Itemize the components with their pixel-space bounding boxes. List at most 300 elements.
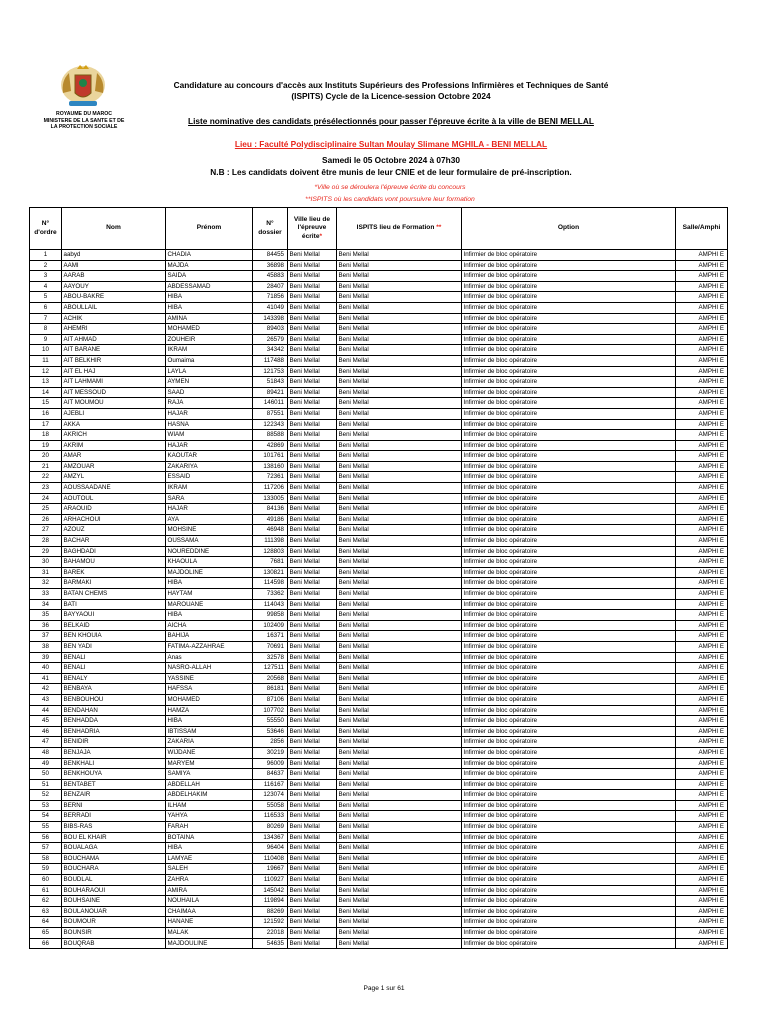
cell-ordre: 57 <box>30 843 62 854</box>
cell-dossier: 73362 <box>253 589 288 600</box>
cell-salle: AMPHI E <box>676 557 728 568</box>
cell-ville: Beni Mellal <box>288 610 337 621</box>
cell-salle: AMPHI E <box>676 769 728 780</box>
cell-salle: AMPHI E <box>676 546 728 557</box>
cell-nom: AHEMRI <box>62 324 166 335</box>
cell-option: Infirmier de bloc opératoire <box>462 292 676 303</box>
cell-salle: AMPHI E <box>676 641 728 652</box>
cell-dossier: 128803 <box>253 546 288 557</box>
cell-ordre: 64 <box>30 917 62 928</box>
cell-ordre: 65 <box>30 928 62 939</box>
cell-ordre: 61 <box>30 885 62 896</box>
cell-nom: BAYYAOUI <box>62 610 166 621</box>
cell-ispits: Beni Mellal <box>337 726 462 737</box>
cell-nom: ACHIK <box>62 313 166 324</box>
table-row <box>30 419 728 430</box>
cell-ordre: 58 <box>30 853 62 864</box>
cell-ville: Beni Mellal <box>288 377 337 388</box>
cell-ordre: 38 <box>30 641 62 652</box>
cell-ispits: Beni Mellal <box>337 451 462 462</box>
cell-dossier: 110408 <box>253 853 288 864</box>
cell-salle: AMPHI E <box>676 790 728 801</box>
cell-ordre: 16 <box>30 408 62 419</box>
table-row <box>30 292 728 303</box>
cell-ispits: Beni Mellal <box>337 536 462 547</box>
cell-salle: AMPHI E <box>676 885 728 896</box>
cell-prenom: YASSINE <box>166 673 253 684</box>
cell-nom: BENALI <box>62 663 166 674</box>
cell-nom: BERRADI <box>62 811 166 822</box>
cell-nom: AARAB <box>62 271 166 282</box>
cell-nom: ARHACHOUI <box>62 514 166 525</box>
cell-option: Infirmier de bloc opératoire <box>462 387 676 398</box>
cell-ville: Beni Mellal <box>288 885 337 896</box>
cell-option: Infirmier de bloc opératoire <box>462 546 676 557</box>
nb-notice: N.B : Les candidats doivent être munis de leur CNIE et de leur formulaire de pré-inscription. <box>210 167 572 177</box>
cell-prenom: YAHYA <box>166 811 253 822</box>
cell-prenom: MOHSINE <box>166 525 253 536</box>
col-header-prenom: Prénom <box>166 208 253 250</box>
cell-option: Infirmier de bloc opératoire <box>462 334 676 345</box>
cell-option: Infirmier de bloc opératoire <box>462 811 676 822</box>
cell-ispits: Beni Mellal <box>337 504 462 515</box>
cell-ville: Beni Mellal <box>288 822 337 833</box>
cell-ville: Beni Mellal <box>288 652 337 663</box>
cell-ville: Beni Mellal <box>288 430 337 441</box>
col-header-dossier: N° dossier <box>253 208 288 250</box>
cell-ordre: 66 <box>30 938 62 949</box>
table-row <box>30 822 728 833</box>
cell-option: Infirmier de bloc opératoire <box>462 843 676 854</box>
table-row <box>30 769 728 780</box>
cell-ispits: Beni Mellal <box>337 716 462 727</box>
table-row <box>30 493 728 504</box>
cell-ville: Beni Mellal <box>288 684 337 695</box>
cell-prenom: KAOUTAR <box>166 451 253 462</box>
cell-salle: AMPHI E <box>676 779 728 790</box>
table-row <box>30 398 728 409</box>
org-line-1: ROYAUME DU MAROC <box>55 111 112 117</box>
col-header-ordre: N° d'ordre <box>30 208 62 250</box>
cell-option: Infirmier de bloc opératoire <box>462 716 676 727</box>
table-row <box>30 853 728 864</box>
cell-dossier: 2856 <box>253 737 288 748</box>
cell-dossier: 145042 <box>253 885 288 896</box>
cell-ville: Beni Mellal <box>288 302 337 313</box>
table-row <box>30 694 728 705</box>
cell-ville: Beni Mellal <box>288 917 337 928</box>
cell-option: Infirmier de bloc opératoire <box>462 663 676 674</box>
cell-nom: BENZAIR <box>62 790 166 801</box>
cell-ordre: 36 <box>30 620 62 631</box>
cell-ville: Beni Mellal <box>288 705 337 716</box>
cell-option: Infirmier de bloc opératoire <box>462 694 676 705</box>
cell-option: Infirmier de bloc opératoire <box>462 366 676 377</box>
table-row <box>30 324 728 335</box>
cell-ordre: 33 <box>30 589 62 600</box>
cell-option: Infirmier de bloc opératoire <box>462 631 676 642</box>
cell-nom: AIT AHMAD <box>62 334 166 345</box>
cell-prenom: WIJDANE <box>166 747 253 758</box>
cell-option: Infirmier de bloc opératoire <box>462 938 676 949</box>
table-row <box>30 355 728 366</box>
cell-dossier: 146011 <box>253 398 288 409</box>
cell-salle: AMPHI E <box>676 737 728 748</box>
table-row <box>30 451 728 462</box>
cell-ordre: 48 <box>30 747 62 758</box>
table-row <box>30 599 728 610</box>
cell-ville: Beni Mellal <box>288 737 337 748</box>
cell-ispits: Beni Mellal <box>337 355 462 366</box>
cell-dossier: 55058 <box>253 800 288 811</box>
table-row <box>30 250 728 261</box>
cell-ville: Beni Mellal <box>288 250 337 261</box>
table-row <box>30 334 728 345</box>
cell-ispits: Beni Mellal <box>337 334 462 345</box>
cell-option: Infirmier de bloc opératoire <box>462 271 676 282</box>
cell-option: Infirmier de bloc opératoire <box>462 779 676 790</box>
cell-nom: BENHADDA <box>62 716 166 727</box>
cell-ordre: 7 <box>30 313 62 324</box>
cell-salle: AMPHI E <box>676 599 728 610</box>
ville-header-text: Ville lieu de l'épreuve écrite <box>293 215 331 240</box>
table-row <box>30 758 728 769</box>
cell-ispits: Beni Mellal <box>337 684 462 695</box>
cell-option: Infirmier de bloc opératoire <box>462 504 676 515</box>
cell-prenom: KHAOULA <box>166 557 253 568</box>
cell-ville: Beni Mellal <box>288 694 337 705</box>
cell-prenom: MOHAMED <box>166 694 253 705</box>
cell-salle: AMPHI E <box>676 567 728 578</box>
cell-nom: BACHAR <box>62 536 166 547</box>
list-title: Liste nominative des candidats présélectionnés pour passer l'épreuve écrite à la ville de BENI MELLAL <box>188 116 594 126</box>
cell-dossier: 89421 <box>253 387 288 398</box>
cell-dossier: 20568 <box>253 673 288 684</box>
cell-option: Infirmier de bloc opératoire <box>462 493 676 504</box>
cell-ordre: 54 <box>30 811 62 822</box>
table-row <box>30 684 728 695</box>
cell-dossier: 70691 <box>253 641 288 652</box>
cell-ispits: Beni Mellal <box>337 758 462 769</box>
cell-salle: AMPHI E <box>676 864 728 875</box>
cell-nom: BATAN CHEMS <box>62 589 166 600</box>
cell-ispits: Beni Mellal <box>337 472 462 483</box>
cell-ordre: 44 <box>30 705 62 716</box>
cell-salle: AMPHI E <box>676 440 728 451</box>
table-row <box>30 875 728 886</box>
cell-prenom: NOUHAILA <box>166 896 253 907</box>
ville-asterisk: * <box>319 232 323 240</box>
cell-ordre: 39 <box>30 652 62 663</box>
cell-salle: AMPHI E <box>676 430 728 441</box>
cell-prenom: WIAM <box>166 430 253 441</box>
cell-prenom: AYMEN <box>166 377 253 388</box>
cell-ville: Beni Mellal <box>288 525 337 536</box>
cell-ville: Beni Mellal <box>288 398 337 409</box>
cell-nom: BENIDIR <box>62 737 166 748</box>
cell-ville: Beni Mellal <box>288 620 337 631</box>
cell-salle: AMPHI E <box>676 419 728 430</box>
cell-dossier: 116167 <box>253 779 288 790</box>
cell-ordre: 13 <box>30 377 62 388</box>
cell-nom: AOUSSAADANE <box>62 483 166 494</box>
cell-ville: Beni Mellal <box>288 631 337 642</box>
cell-ordre: 18 <box>30 430 62 441</box>
cell-ispits: Beni Mellal <box>337 779 462 790</box>
table-row <box>30 737 728 748</box>
cell-dossier: 127511 <box>253 663 288 674</box>
cell-option: Infirmier de bloc opératoire <box>462 896 676 907</box>
cell-dossier: 36898 <box>253 260 288 271</box>
cell-ordre: 56 <box>30 832 62 843</box>
cell-dossier: 84455 <box>253 250 288 261</box>
cell-ordre: 29 <box>30 546 62 557</box>
cell-option: Infirmier de bloc opératoire <box>462 747 676 758</box>
cell-option: Infirmier de bloc opératoire <box>462 737 676 748</box>
cell-ispits: Beni Mellal <box>337 408 462 419</box>
cell-ordre: 8 <box>30 324 62 335</box>
cell-option: Infirmier de bloc opératoire <box>462 885 676 896</box>
cell-dossier: 111398 <box>253 536 288 547</box>
cell-ispits: Beni Mellal <box>337 641 462 652</box>
cell-option: Infirmier de bloc opératoire <box>462 769 676 780</box>
cell-dossier: 53646 <box>253 726 288 737</box>
title-line-1: Candidature au concours d'accès aux Instituts Supérieurs des Professions Infirmières et Techniques de Santé <box>173 80 609 90</box>
cell-ville: Beni Mellal <box>288 589 337 600</box>
cell-ville: Beni Mellal <box>288 387 337 398</box>
cell-prenom: MALAK <box>166 928 253 939</box>
cell-option: Infirmier de bloc opératoire <box>462 567 676 578</box>
cell-nom: ABOULLAIL <box>62 302 166 313</box>
cell-ispits: Beni Mellal <box>337 281 462 292</box>
cell-ordre: 62 <box>30 896 62 907</box>
cell-dossier: 101761 <box>253 451 288 462</box>
cell-option: Infirmier de bloc opératoire <box>462 281 676 292</box>
table-row <box>30 620 728 631</box>
cell-option: Infirmier de bloc opératoire <box>462 440 676 451</box>
cell-nom: AOUTOUL <box>62 493 166 504</box>
cell-salle: AMPHI E <box>676 324 728 335</box>
cell-dossier: 107702 <box>253 705 288 716</box>
cell-salle: AMPHI E <box>676 483 728 494</box>
cell-ispits: Beni Mellal <box>337 419 462 430</box>
cell-option: Infirmier de bloc opératoire <box>462 832 676 843</box>
cell-ispits: Beni Mellal <box>337 525 462 536</box>
cell-ville: Beni Mellal <box>288 408 337 419</box>
table-row <box>30 885 728 896</box>
cell-prenom: SAIDA <box>166 271 253 282</box>
cell-nom: AAYOUY <box>62 281 166 292</box>
cell-ordre: 34 <box>30 599 62 610</box>
table-row <box>30 408 728 419</box>
cell-ispits: Beni Mellal <box>337 843 462 854</box>
cell-option: Infirmier de bloc opératoire <box>462 536 676 547</box>
cell-prenom: HAYTAM <box>166 589 253 600</box>
cell-prenom: SAMIYA <box>166 769 253 780</box>
cell-ordre: 21 <box>30 461 62 472</box>
cell-nom: AZOUZ <box>62 525 166 536</box>
cell-option: Infirmier de bloc opératoire <box>462 875 676 886</box>
cell-ville: Beni Mellal <box>288 472 337 483</box>
col-header-nom: Nom <box>62 208 166 250</box>
cell-ispits: Beni Mellal <box>337 853 462 864</box>
cell-ispits: Beni Mellal <box>337 567 462 578</box>
table-row <box>30 536 728 547</box>
cell-dossier: 41049 <box>253 302 288 313</box>
cell-ispits: Beni Mellal <box>337 769 462 780</box>
cell-ville: Beni Mellal <box>288 663 337 674</box>
cell-dossier: 99858 <box>253 610 288 621</box>
cell-option: Infirmier de bloc opératoire <box>462 853 676 864</box>
cell-nom: aabyd <box>62 250 166 261</box>
cell-nom: BENJAJA <box>62 747 166 758</box>
table-row <box>30 281 728 292</box>
cell-nom: BOUNSIR <box>62 928 166 939</box>
cell-ordre: 60 <box>30 875 62 886</box>
cell-prenom: HIBA <box>166 292 253 303</box>
cell-ordre: 53 <box>30 800 62 811</box>
cell-ville: Beni Mellal <box>288 483 337 494</box>
cell-ordre: 3 <box>30 271 62 282</box>
cell-ordre: 27 <box>30 525 62 536</box>
cell-ville: Beni Mellal <box>288 673 337 684</box>
table-row <box>30 472 728 483</box>
cell-dossier: 84637 <box>253 769 288 780</box>
cell-option: Infirmier de bloc opératoire <box>462 790 676 801</box>
footnote-ispits: **ISPITS où les candidats vont poursuivre leur formation <box>305 196 475 203</box>
cell-ordre: 4 <box>30 281 62 292</box>
cell-nom: AIT BARANE <box>62 345 166 356</box>
cell-prenom: NASRO-ALLAH <box>166 663 253 674</box>
cell-option: Infirmier de bloc opératoire <box>462 705 676 716</box>
cell-dossier: 54635 <box>253 938 288 949</box>
cell-option: Infirmier de bloc opératoire <box>462 313 676 324</box>
cell-dossier: 55550 <box>253 716 288 727</box>
cell-salle: AMPHI E <box>676 938 728 949</box>
cell-nom: AIT MESSOUD <box>62 387 166 398</box>
cell-option: Infirmier de bloc opératoire <box>462 928 676 939</box>
cell-dossier: 89403 <box>253 324 288 335</box>
cell-ville: Beni Mellal <box>288 875 337 886</box>
cell-salle: AMPHI E <box>676 355 728 366</box>
cell-salle: AMPHI E <box>676 694 728 705</box>
cell-ville: Beni Mellal <box>288 419 337 430</box>
cell-dossier: 22018 <box>253 928 288 939</box>
cell-dossier: 121753 <box>253 366 288 377</box>
cell-ispits: Beni Mellal <box>337 811 462 822</box>
cell-dossier: 130821 <box>253 567 288 578</box>
cell-prenom: FARAH <box>166 822 253 833</box>
cell-option: Infirmier de bloc opératoire <box>462 620 676 631</box>
cell-ispits: Beni Mellal <box>337 864 462 875</box>
table-row <box>30 345 728 356</box>
cell-dossier: 28407 <box>253 281 288 292</box>
cell-dossier: 116533 <box>253 811 288 822</box>
cell-salle: AMPHI E <box>676 271 728 282</box>
cell-ispits: Beni Mellal <box>337 387 462 398</box>
table-row <box>30 938 728 949</box>
cell-option: Infirmier de bloc opératoire <box>462 906 676 917</box>
table-header-row <box>30 208 728 250</box>
cell-prenom: IKRAM <box>166 483 253 494</box>
cell-ispits: Beni Mellal <box>337 313 462 324</box>
cell-ville: Beni Mellal <box>288 334 337 345</box>
cell-salle: AMPHI E <box>676 747 728 758</box>
page-number: Page 1 sur 61 <box>363 985 405 992</box>
exam-date: Samedi le 05 Octobre 2024 à 07h30 <box>322 155 460 165</box>
cell-option: Infirmier de bloc opératoire <box>462 408 676 419</box>
cell-dossier: 122343 <box>253 419 288 430</box>
cell-ville: Beni Mellal <box>288 843 337 854</box>
cell-salle: AMPHI E <box>676 843 728 854</box>
cell-option: Infirmier de bloc opératoire <box>462 557 676 568</box>
cell-nom: BOUALAGA <box>62 843 166 854</box>
cell-option: Infirmier de bloc opératoire <box>462 483 676 494</box>
cell-prenom: ILHAM <box>166 800 253 811</box>
cell-ispits: Beni Mellal <box>337 250 462 261</box>
cell-option: Infirmier de bloc opératoire <box>462 302 676 313</box>
cell-prenom: MAROUANE <box>166 599 253 610</box>
table-body <box>30 250 728 949</box>
cell-option: Infirmier de bloc opératoire <box>462 398 676 409</box>
cell-ordre: 41 <box>30 673 62 684</box>
cell-ordre: 43 <box>30 694 62 705</box>
cell-dossier: 84136 <box>253 504 288 515</box>
cell-nom: BIBS-RAS <box>62 822 166 833</box>
cell-salle: AMPHI E <box>676 366 728 377</box>
cell-nom: AMZOUAR <box>62 461 166 472</box>
cell-ispits: Beni Mellal <box>337 917 462 928</box>
cell-prenom: AYA <box>166 514 253 525</box>
cell-salle: AMPHI E <box>676 758 728 769</box>
cell-ispits: Beni Mellal <box>337 599 462 610</box>
cell-ordre: 59 <box>30 864 62 875</box>
table-row <box>30 610 728 621</box>
cell-prenom: ABDELHAKIM <box>166 790 253 801</box>
cell-nom: BAREK <box>62 567 166 578</box>
cell-prenom: HAJAR <box>166 440 253 451</box>
ispits-asterisk: ** <box>436 224 442 232</box>
table-row <box>30 302 728 313</box>
cell-dossier: 123074 <box>253 790 288 801</box>
cell-option: Infirmier de bloc opératoire <box>462 419 676 430</box>
cell-dossier: 121592 <box>253 917 288 928</box>
cell-ordre: 63 <box>30 906 62 917</box>
cell-ville: Beni Mellal <box>288 514 337 525</box>
cell-dossier: 30219 <box>253 747 288 758</box>
cell-dossier: 71856 <box>253 292 288 303</box>
cell-ordre: 28 <box>30 536 62 547</box>
cell-salle: AMPHI E <box>676 334 728 345</box>
cell-ordre: 9 <box>30 334 62 345</box>
cell-ordre: 23 <box>30 483 62 494</box>
cell-dossier: 26579 <box>253 334 288 345</box>
cell-ordre: 25 <box>30 504 62 515</box>
cell-salle: AMPHI E <box>676 578 728 589</box>
cell-nom: AIT LAHMAMI <box>62 377 166 388</box>
cell-dossier: 34342 <box>253 345 288 356</box>
cell-ispits: Beni Mellal <box>337 271 462 282</box>
cell-option: Infirmier de bloc opératoire <box>462 250 676 261</box>
cell-ordre: 47 <box>30 737 62 748</box>
cell-ispits: Beni Mellal <box>337 875 462 886</box>
cell-nom: BOUDLAL <box>62 875 166 886</box>
cell-ordre: 42 <box>30 684 62 695</box>
cell-ispits: Beni Mellal <box>337 705 462 716</box>
cell-dossier: 96009 <box>253 758 288 769</box>
cell-dossier: 88269 <box>253 906 288 917</box>
cell-salle: AMPHI E <box>676 461 728 472</box>
